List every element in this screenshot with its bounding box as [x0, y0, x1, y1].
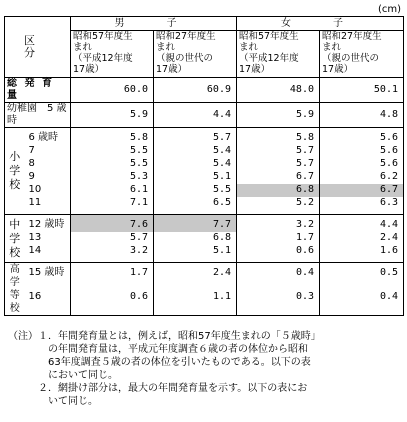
- table-cell: 0.6: [237, 245, 320, 263]
- table-row: [5, 263, 404, 291]
- age-label: 12 歳時: [25, 215, 71, 233]
- column-header-2: 昭和27年度生 まれ （親の世代の 17歳）: [154, 31, 237, 78]
- junior-title: 中 学 校: [5, 215, 25, 263]
- note-line: ２．網掛け部分は，最大の年間発育量を示す。以下の表にお: [8, 383, 308, 394]
- table-cell: 6.1: [71, 184, 154, 197]
- highlighted-cell: 6.7: [320, 184, 404, 197]
- table-cell: 0.6: [71, 291, 154, 316]
- table-cell: 5.1: [154, 171, 237, 184]
- table-row: [5, 197, 404, 215]
- table-row: [5, 215, 404, 233]
- table-cell: 0.4: [237, 263, 320, 291]
- table-cell: 1.7: [71, 263, 154, 291]
- table-cell: 6.2: [320, 171, 404, 184]
- table-row: [5, 245, 404, 263]
- age-label: 16: [25, 291, 71, 316]
- male-header: 男 子: [71, 17, 237, 31]
- table-cell: 6.5: [154, 197, 237, 215]
- column-header-4: 昭和27年度生 まれ （親の世代の 17歳）: [320, 31, 404, 78]
- highlighted-cell: 7.7: [154, 215, 237, 233]
- table-cell: 5.4: [154, 145, 237, 158]
- age-label: 14: [25, 245, 71, 263]
- table-cell: 60.0: [71, 78, 154, 103]
- table-cell: 5.9: [71, 103, 154, 128]
- table-cell: 5.7: [154, 128, 237, 146]
- table-cell: 3.2: [71, 245, 154, 263]
- table-cell: 50.1: [320, 78, 404, 103]
- column-header-1: 昭和57年度生 まれ （平成12年度 17歳）: [71, 31, 154, 78]
- table-cell: 6.7: [237, 171, 320, 184]
- header-sex-row: [5, 17, 404, 31]
- table-cell: 5.6: [320, 158, 404, 171]
- age-label: 15 歳時: [25, 263, 71, 291]
- table-row: [5, 128, 404, 146]
- table-cell: 4.4: [320, 215, 404, 233]
- total-row: [5, 78, 404, 103]
- table-cell: 5.2: [237, 197, 320, 215]
- kinder-row: [5, 103, 404, 128]
- table-cell: 5.8: [71, 128, 154, 146]
- table-cell: 60.9: [154, 78, 237, 103]
- table-cell: 5.8: [237, 128, 320, 146]
- age-label: 11: [25, 197, 71, 215]
- table-cell: 5.7: [237, 158, 320, 171]
- note-line: の年間発育量は，平成元年度調査６歳の者の体位から昭和: [8, 344, 308, 355]
- age-label: 9: [25, 171, 71, 184]
- category-header: 区 分: [5, 17, 71, 78]
- table-cell: 5.5: [71, 145, 154, 158]
- note-line: において同じ。: [8, 370, 118, 381]
- table-row: [5, 291, 404, 316]
- age-label: 13: [25, 232, 71, 245]
- age-label: 10: [25, 184, 71, 197]
- kinder-label: 幼稚園 5 歳時: [5, 103, 71, 128]
- note-line: 63年度調査５歳の者の体位を引いたものである。以下の表: [8, 357, 311, 368]
- table-cell: 5.6: [320, 128, 404, 146]
- table-row: [5, 158, 404, 171]
- table-cell: 4.4: [154, 103, 237, 128]
- notes: [8, 330, 321, 408]
- age-label: 8: [25, 158, 71, 171]
- table-cell: 5.7: [237, 145, 320, 158]
- table-cell: 2.4: [154, 263, 237, 291]
- table-cell: 3.2: [237, 215, 320, 233]
- highlighted-cell: 6.8: [237, 184, 320, 197]
- table-cell: 5.6: [320, 145, 404, 158]
- table-cell: 48.0: [237, 78, 320, 103]
- table-cell: 5.5: [154, 184, 237, 197]
- table-cell: 1.7: [237, 232, 320, 245]
- table-cell: 5.4: [154, 158, 237, 171]
- table-cell: 1.6: [320, 245, 404, 263]
- table-cell: 5.5: [71, 158, 154, 171]
- table-cell: 7.1: [71, 197, 154, 215]
- table-row: [5, 184, 404, 197]
- note-line: いて同じ。: [8, 396, 98, 407]
- table-cell: 0.3: [237, 291, 320, 316]
- highlighted-cell: 7.6: [71, 215, 154, 233]
- age-label: 7: [25, 145, 71, 158]
- note-line: （注）１．年間発育量とは，例えば，昭和57年度生まれの「５歳時」: [8, 331, 321, 342]
- unit-label: (cm): [377, 4, 401, 15]
- table-cell: 5.1: [154, 245, 237, 263]
- table-row: [5, 232, 404, 245]
- table-cell: 5.7: [71, 232, 154, 245]
- age-label: 6 歳時: [25, 128, 71, 146]
- elementary-title: 小 学 校: [5, 128, 25, 215]
- high-title: 高学 等校: [5, 263, 25, 316]
- table-cell: 1.1: [154, 291, 237, 316]
- table-cell: 5.3: [71, 171, 154, 184]
- growth-table: [4, 16, 404, 316]
- table-cell: 6.3: [320, 197, 404, 215]
- table-cell: 4.8: [320, 103, 404, 128]
- total-label: 総 発 育 量: [5, 78, 71, 103]
- female-header: 女 子: [237, 17, 404, 31]
- table-cell: 6.8: [154, 232, 237, 245]
- table-cell: 0.5: [320, 263, 404, 291]
- table-row: [5, 171, 404, 184]
- table-cell: 2.4: [320, 232, 404, 245]
- table-cell: 5.9: [237, 103, 320, 128]
- table-row: [5, 145, 404, 158]
- column-header-3: 昭和57年度生 まれ （平成12年度 17歳）: [237, 31, 320, 78]
- table-cell: 0.4: [320, 291, 404, 316]
